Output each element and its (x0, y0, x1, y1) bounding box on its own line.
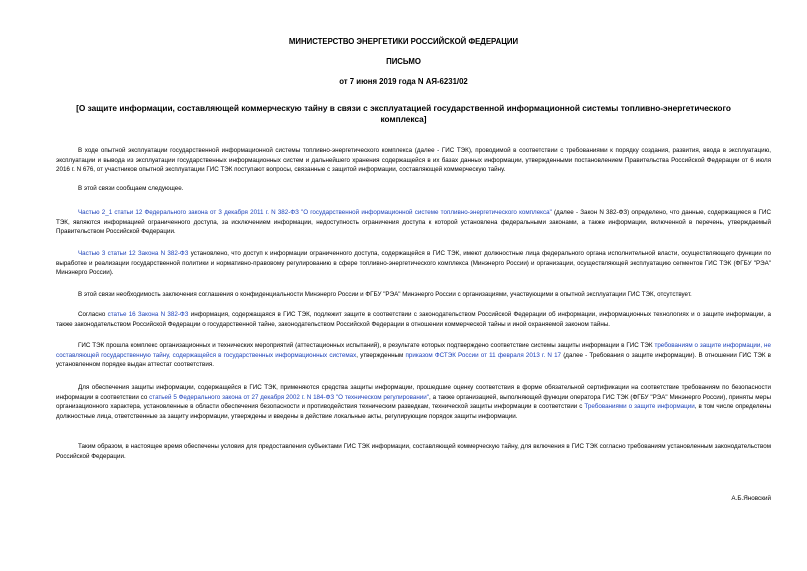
paragraph-6-text: информация, содержащаяся в ГИС ТЭК, подлежит защите в соответствии с законодательством Российской Федерации об информации, информационных технологиях и о защите информации, а также законодательством Российской Федерации о государственной тайне, законодательством Российской Федерации в отношении коммерческой тайны и иной охраняемой законом тайны. (56, 311, 772, 328)
paragraph-8 (56, 383, 771, 421)
paragraph-3-text: (далее - Закон N 382-ФЗ) определено, что данные, содержащиеся в ГИС ТЭК, являются информацией ограниченного доступа, за исключением информации, недоступность ограничения доступа к которой установлена федеральными законами, а также информации, включенной в перечень, утверждаемый Правительством Российской Федерации. (56, 209, 771, 236)
paragraph-4-text: установлено, что доступ к информации ограниченного доступа, содержащейся в ГИС ТЭК, имеют должностные лица федерального органа исполнительной власти, осуществляющего функции по выработке и реализации государственной политики и нормативно-правовому регулированию в сфере топливно-энергетического комплекса (Минэнерго России) и организации, осуществляющей эксплуатацию сегментов ГИС ТЭК (ФГБУ "РЭА" Минэнерго России). (56, 250, 772, 277)
paragraph-7-mid: , утвержденным (356, 351, 406, 359)
law-382-part-3-link[interactable]: Частью 3 статьи 12 Закона N 382-ФЗ (78, 250, 189, 257)
paragraph-1: В ходе опытной эксплуатации государственной информационной системы топливно-энергетического комплекса (далее - ГИС ТЭК), проводимой в соответствии с требованиями к порядку создания, развития, ввода в эксплуатацию, эксплуатации и вывода из эксплуатации государственных информационных систем и дальнейшего хранения содержащейся в их базах данных информации, утвержденными постановлением Правительства Российской Федерации от 6 июля 2016 г. N 676, от участников опытной эксплуатации ГИС ТЭК поступают вопросы, связанные с защитой информации, составляющей коммерческую тайну. (56, 147, 771, 174)
paragraph-2: В этой связи сообщаем следующее. (78, 185, 184, 192)
document-type: ПИСЬМО (386, 57, 421, 66)
paragraph-8-text: , в том числе определены должностные лица, ответственные за защиту информации, утверждены и введены в действие локальные акты, регулирующие порядок защиты информации. (56, 403, 771, 420)
ministry-heading: МИНИСТЕРСТВО ЭНЕРГЕТИКИ РОССИЙСКОЙ ФЕДЕРАЦИИ (288, 37, 519, 46)
law-382-part-2-1-link[interactable]: Частью 2_1 статьи 12 Федерального закона от 3 декабря 2011 г. N 382-ФЗ "О государственной информационной системе топливно-энергетического комплекса" (78, 209, 552, 216)
paragraph-5: В этой связи необходимость заключения соглашения о конфиденциальности Минэнерго России и ФГБУ "РЭА" Минэнерго России с организациями, участвующими в опытной эксплуатации ГИС ТЭК, отсутствует. (78, 291, 692, 298)
paragraph-9: Таким образом, в настоящее время обеспечены условия для предоставления субъектами ГИС ТЭК информации, составляющей коммерческую тайну, для включения в ГИС ТЭК согласно требованиям установленным законодательством Российской Федерации. (56, 443, 771, 460)
paragraph-4 (56, 249, 771, 278)
paragraph-8-mid: , а также организацией, выполняющей функции оператора ГИС ТЭК (ФГБУ "РЭА" Минэнерго России), приняты меры организационного характера, установленные в области обеспечения безопасности и противодействия техническим разведкам, технической защиты информации в соответствии с (56, 393, 771, 411)
document-title: [О защите информации, составляющей коммерческую тайну в связи с эксплуатацией государственной информационной системы топливно-энергетического комплекса] (76, 103, 731, 124)
protection-requirements-link-2[interactable]: Требованиями о защите информации (584, 403, 695, 411)
paragraph-3 (56, 208, 771, 237)
paragraph-6 (56, 310, 771, 329)
fstec-order-17-link[interactable]: приказом ФСТЭК России от 11 февраля 2013 г. N 17 (405, 351, 562, 359)
document-date-number: от 7 июня 2019 года N АЯ-6231/02 (339, 77, 468, 86)
paragraph-7-pre: ГИС ТЭК прошла комплекс организационных и технических мероприятий (аттестационных испытаний), в результате которых подтверждено соответствие системы защиты информации в ГИС ТЭК (78, 342, 655, 349)
law-184-article-5-link[interactable]: статьей 5 Федерального закона от 27 декабря 2002 г. N 184-ФЗ "О техническом регулировании" (149, 393, 430, 401)
law-382-article-16-link[interactable]: статье 16 Закона N 382-ФЗ (107, 311, 189, 318)
protection-requirements-link[interactable]: требованиям о защите информации, не составляющей государственную тайну, содержащейся в государственных информационных системах (56, 342, 771, 359)
paragraph-8-pre: Для обеспечения защиты информации, содержащейся в ГИС ТЭК, применяются средства защиты информации, прошедшие оценку соответствия в форме обязательной сертификации на соответствие требованиям по безопасности информации в соответствии со (56, 384, 771, 401)
paragraph-6-pre: Согласно (78, 311, 108, 318)
paragraph-7 (56, 341, 771, 370)
paragraph-7-text: (далее - Требования о защите информации). В отношении ГИС ТЭК в установленном порядке выдан аттестат соответствия. (56, 351, 772, 369)
signature: А.Б.Яновский (731, 495, 771, 502)
